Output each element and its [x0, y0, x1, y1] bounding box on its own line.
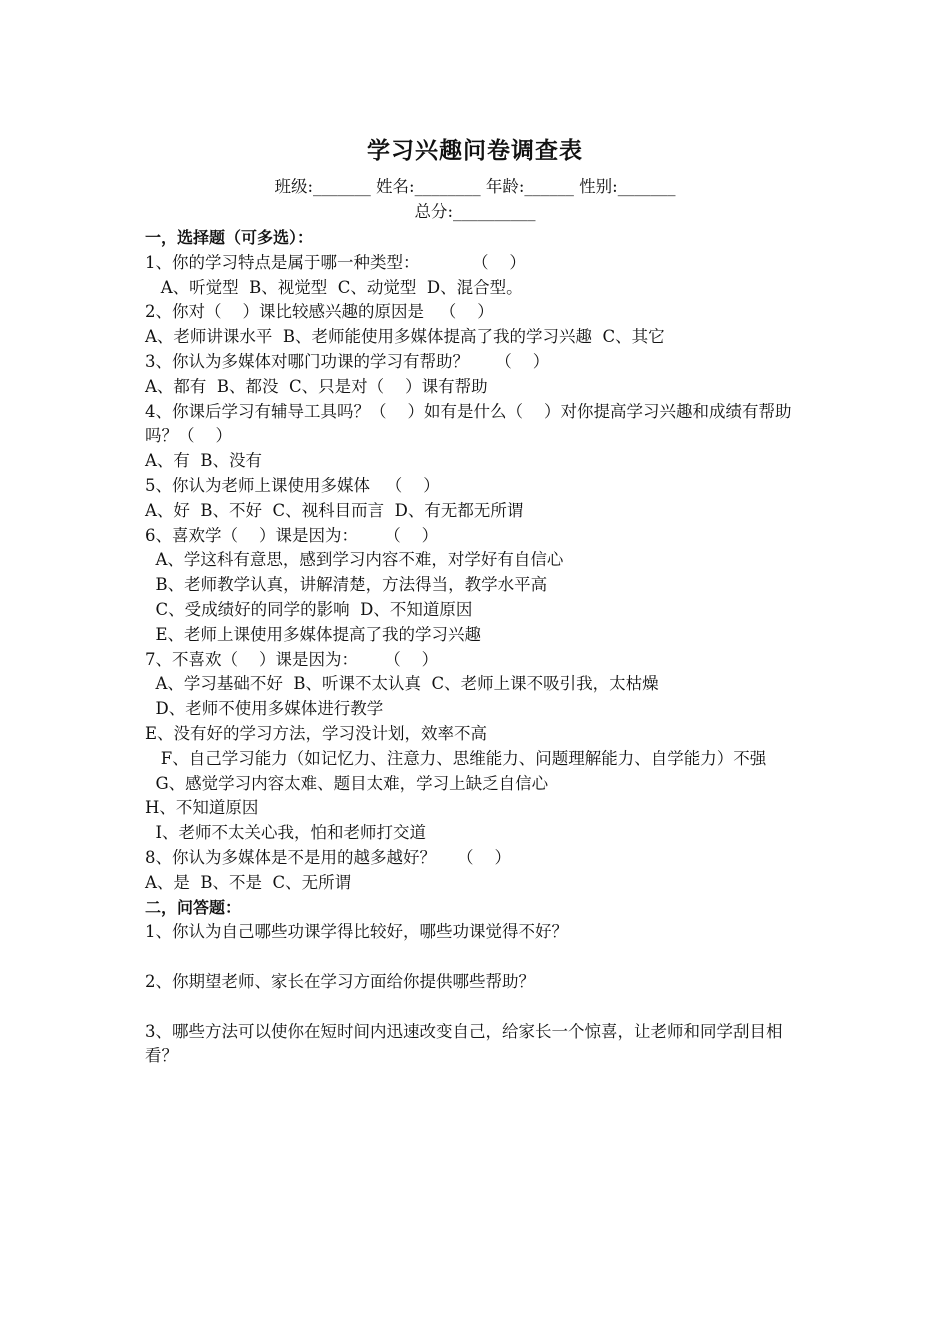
qa-question-line: 3、哪些方法可以使你在短时间内迅速改变自己，给家长一个惊喜，让老师和同学刮目相看？ [145, 1021, 783, 1066]
option-line: A、都有 B、都没 C、只是对（ ）课有帮助 [145, 376, 488, 396]
question-line: 2、你对（ ）课比较感兴趣的原因是 （ ） [145, 302, 494, 322]
answer-space [145, 945, 810, 970]
option-line: A、听觉型 B、视觉型 C、动觉型 D、混合型。 [145, 277, 523, 297]
question-line: 8、你认为多媒体是不是用的越多越好？ （ ） [145, 847, 511, 867]
option-line: G、感觉学习内容太难、题目太难，学习上缺乏自信心 [145, 773, 549, 793]
page-title: 学习兴趣问卷调查表 [367, 138, 583, 164]
option-line: A、是 B、不是 C、无所谓 [145, 872, 352, 892]
section-heading-qa: 二，问答题： [145, 897, 242, 917]
option-line: A、老师讲课水平 B、老师能使用多媒体提高了我的学习兴趣 C、其它 [145, 327, 665, 347]
section-heading-choice: 一，选择题（可多选）： [145, 228, 314, 247]
student-info-line: 班级:_______ 姓名:________ 年龄:______ 性别:_______ [274, 177, 676, 196]
option-line: A、好 B、不好 C、视科目而言 D、有无都无所谓 [145, 500, 524, 520]
option-line: F、自己学习能力（如记忆力、注意力、思维能力、问题理解能力、自学能力）不强 [145, 748, 767, 768]
option-line: B、老师教学认真，讲解清楚，方法得当，教学水平高 [145, 575, 548, 595]
option-line: I、老师不太关心我，怕和老师打交道 [145, 823, 427, 843]
option-line: H、不知道原因 [145, 798, 259, 818]
option-line: A、学习基础不好 B、听课不太认真 C、老师上课不吸引我，太枯燥 [145, 674, 659, 694]
question-line: 7、不喜欢（ ）课是因为： （ ） [145, 649, 439, 669]
question-line: 1、你的学习特点是属于哪一种类型： （ ） [145, 252, 526, 272]
question-line: 6、喜欢学（ ）课是因为： （ ） [145, 525, 439, 545]
question-line: 4、你课后学习有辅导工具吗？（ ）如有是什么（ ）对你提高学习兴趣和成绩有帮助吗？（ ） [145, 401, 792, 446]
answer-space [145, 995, 810, 1020]
option-line: A、有 B、没有 [145, 451, 263, 471]
qa-question-line: 2、你期望老师、家长在学习方面给你提供哪些帮助？ [145, 971, 535, 991]
question-line: 3、你认为多媒体对哪门功课的学习有帮助？ （ ） [145, 351, 550, 371]
option-line: D、老师不使用多媒体进行教学 [145, 699, 384, 719]
qa-question-line: 1、你认为自己哪些功课学得比较好，哪些功课觉得不好？ [145, 922, 568, 942]
question-line: 5、你认为老师上课使用多媒体 （ ） [145, 475, 440, 495]
option-line: C、受成绩好的同学的影响 D、不知道原因 [145, 599, 473, 619]
option-line: E、老师上课使用多媒体提高了我的学习兴趣 [145, 624, 482, 644]
option-line: E、没有好的学习方法，学习没计划，效率不高 [145, 723, 488, 743]
total-score-line: 总分:__________ [414, 202, 536, 221]
questionnaire-body [145, 226, 810, 1069]
option-line: A、学这科有意思，感到学习内容不难，对学好有自信心 [145, 550, 564, 570]
